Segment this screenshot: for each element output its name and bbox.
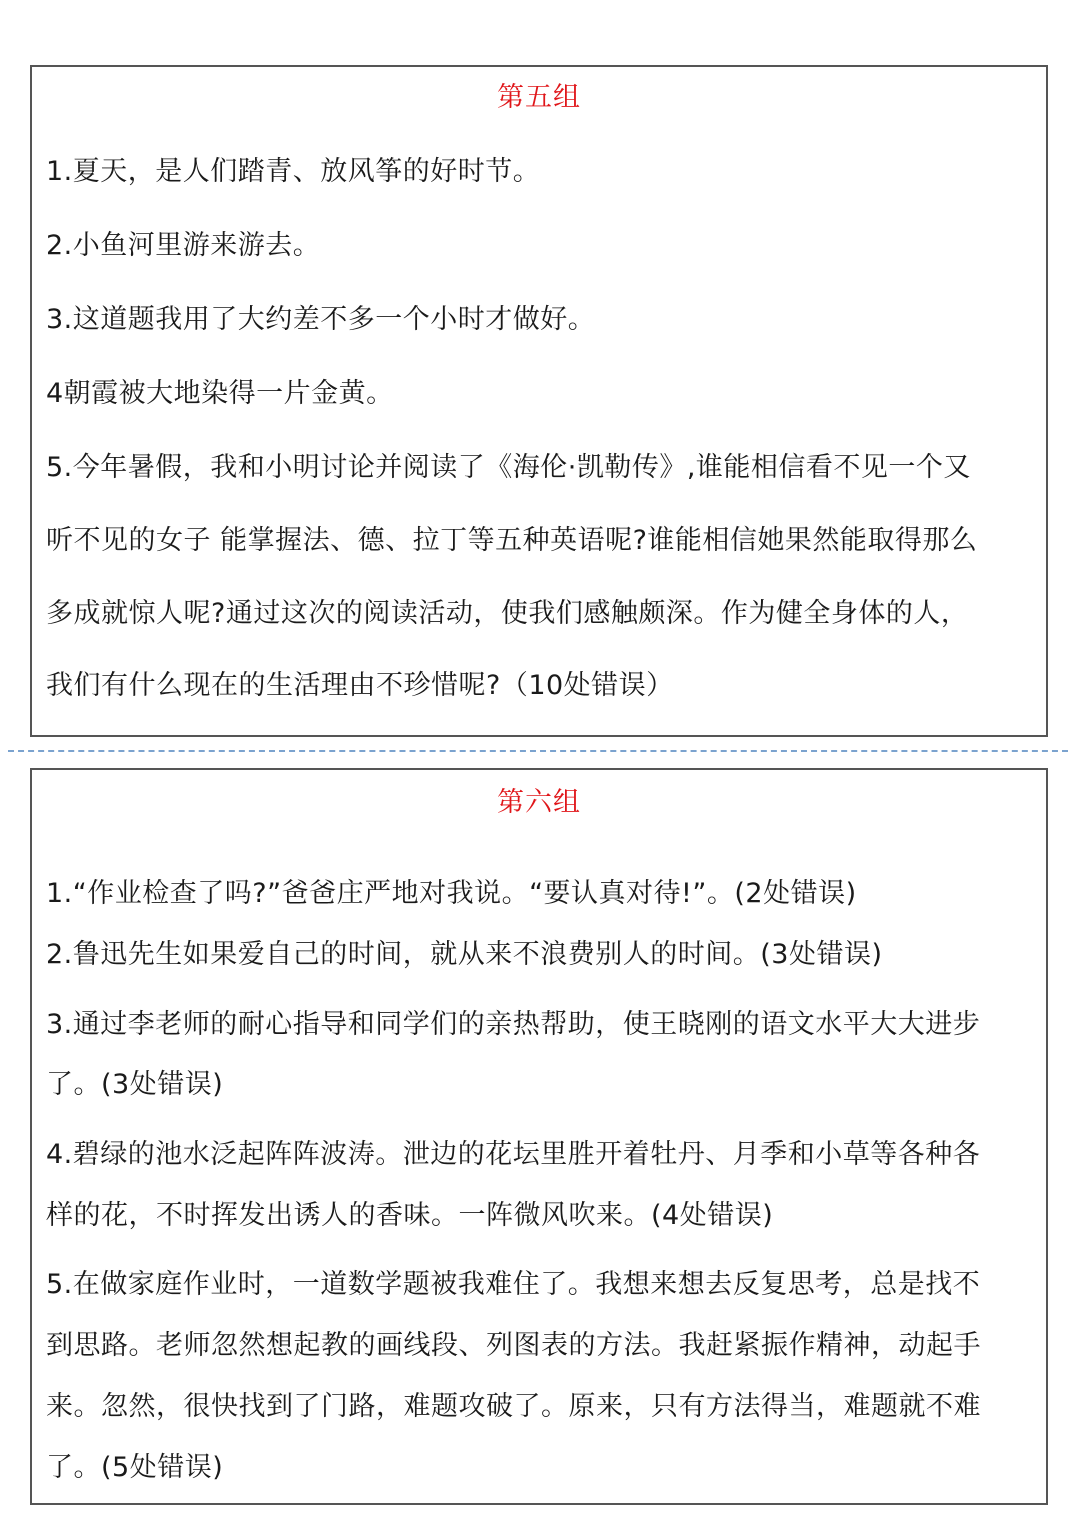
exercise-line: 多成就惊人呢?通过这次的阅读活动，使我们感触颇深。作为健全身体的人，: [46, 598, 969, 629]
exercise-line: 2.小鱼河里游来游去。: [46, 230, 321, 261]
exercise-line: 5.今年暑假，我和小明讨论并阅读了《海伦·凯勒传》,谁能相信看不见一个又: [46, 452, 971, 483]
group-five-title: 第五组: [497, 82, 581, 113]
exercise-line: 4.碧绿的池水泛起阵阵波涛。泄边的花坛里胜开着牡丹、月季和小草等各种各: [46, 1139, 981, 1170]
dashed-divider: [8, 750, 1068, 752]
exercise-line: 1.夏天，是人们踏青、放风筝的好时节。: [46, 156, 541, 187]
exercise-line: 了。(3处错误): [46, 1069, 224, 1100]
exercise-line: 3.这道题我用了大约差不多一个小时才做好。: [46, 304, 596, 335]
exercise-line: 了。(5处错误): [46, 1452, 224, 1483]
exercise-line: 2.鲁迅先生如果爱自己的时间，就从来不浪费别人的时间。(3处错误): [46, 939, 883, 970]
exercise-line: 我们有什么现在的生活理由不珍惜呢?（10处错误）: [46, 670, 674, 701]
exercise-line: 5.在做家庭作业时，一道数学题被我难住了。我想来想去反复思考，总是找不: [46, 1269, 981, 1300]
exercise-line: 来。忽然，很快找到了门路，难题攻破了。原来，只有方法得当，难题就不难: [46, 1391, 981, 1422]
group-six-box: [30, 768, 1048, 1505]
group-six-title: 第六组: [497, 787, 581, 818]
exercise-line: 3.通过李老师的耐心指导和同学们的亲热帮助，使王晓刚的语文水平大大进步: [46, 1009, 981, 1040]
exercise-line: 4朝霞被大地染得一片金黄。: [46, 378, 394, 409]
exercise-line: 听不见的女子 能掌握法、德、拉丁等五种英语呢?谁能相信她果然能取得那么: [46, 525, 978, 556]
exercise-line: 到思路。老师忽然想起教的画线段、列图表的方法。我赶紧振作精神，动起手: [46, 1330, 981, 1361]
exercise-line: 样的花，不时挥发出诱人的香味。一阵微风吹来。(4处错误): [46, 1200, 774, 1231]
group-five-box: [30, 65, 1048, 737]
exercise-line: 1.“作业检查了吗?”爸爸庄严地对我说。“要认真对待!”。(2处错误): [46, 878, 857, 909]
